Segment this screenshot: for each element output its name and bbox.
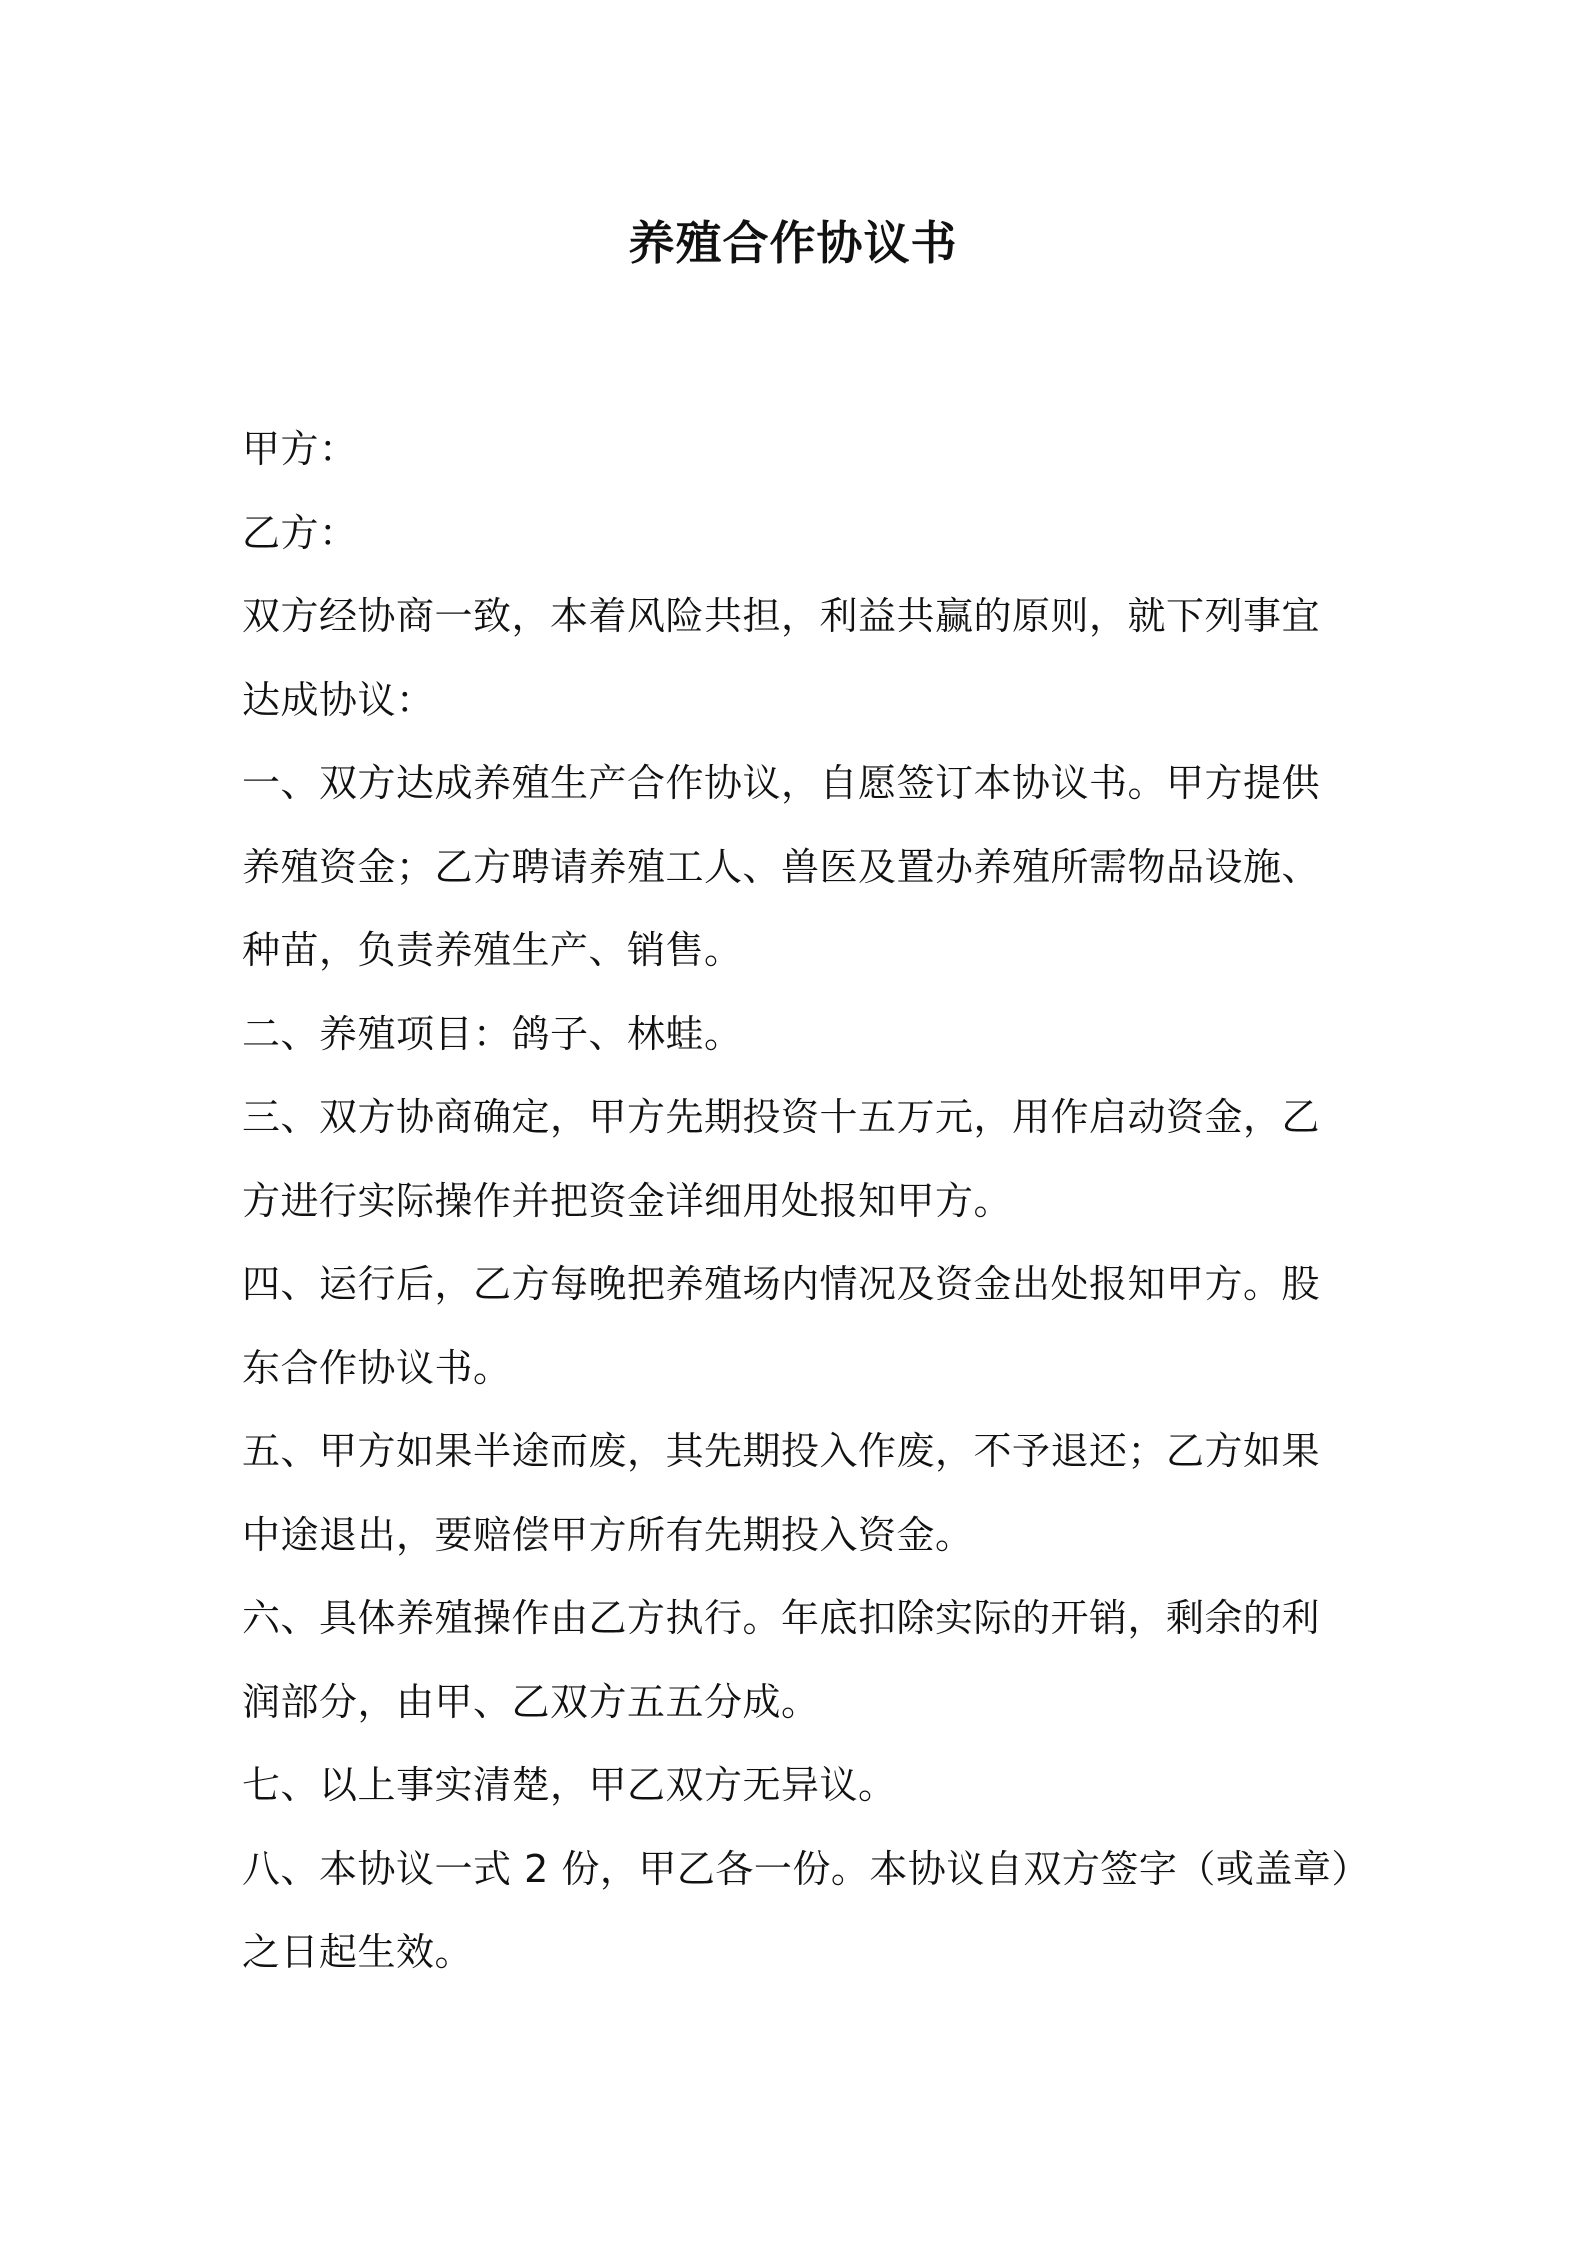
clause-1: 一、双方达成养殖生产合作协议，自愿签订本协议书。甲方提供养殖资金；乙方聘请养殖工人、兽医及置办养殖所需物品设施、种苗，负责养殖生产、销售。 xyxy=(242,761,1321,972)
clause-2: 二、养殖项目：鸽子、林蛙。 xyxy=(242,1011,743,1056)
clause-3: 三、双方协商确定，甲方先期投资十五万元，用作启动资金，乙方进行实际操作并把资金详细用处报知甲方。 xyxy=(242,1095,1321,1223)
document-body xyxy=(242,408,1354,1995)
clause-6: 六、具体养殖操作由乙方执行。年底扣除实际的开销，剩余的利润部分，由甲、乙双方五五分成。 xyxy=(242,1596,1321,1724)
clause-4: 四、运行后，乙方每晚把养殖场内情况及资金出处报知甲方。股东合作协议书。 xyxy=(242,1262,1321,1390)
party-a-line: 甲方： xyxy=(242,427,358,471)
document-title: 养殖合作协议书 xyxy=(628,216,958,270)
preamble-paragraph: 双方经协商一致，本着风险共担，利益共赢的原则，就下列事宜达成协议： xyxy=(242,594,1321,722)
clause-8: 八、本协议一式 2 份，甲乙各一份。本协议自双方签字（或盖章）之日起生效。 xyxy=(242,1846,1351,1974)
clause-7: 七、以上事实清楚，甲乙双方无异议。 xyxy=(242,1763,897,1807)
party-b-line: 乙方： xyxy=(242,510,358,555)
clause-5: 五、甲方如果半途而废，其先期投入作废，不予退还；乙方如果中途退出，要赔偿甲方所有先期投入资金。 xyxy=(242,1429,1321,1557)
